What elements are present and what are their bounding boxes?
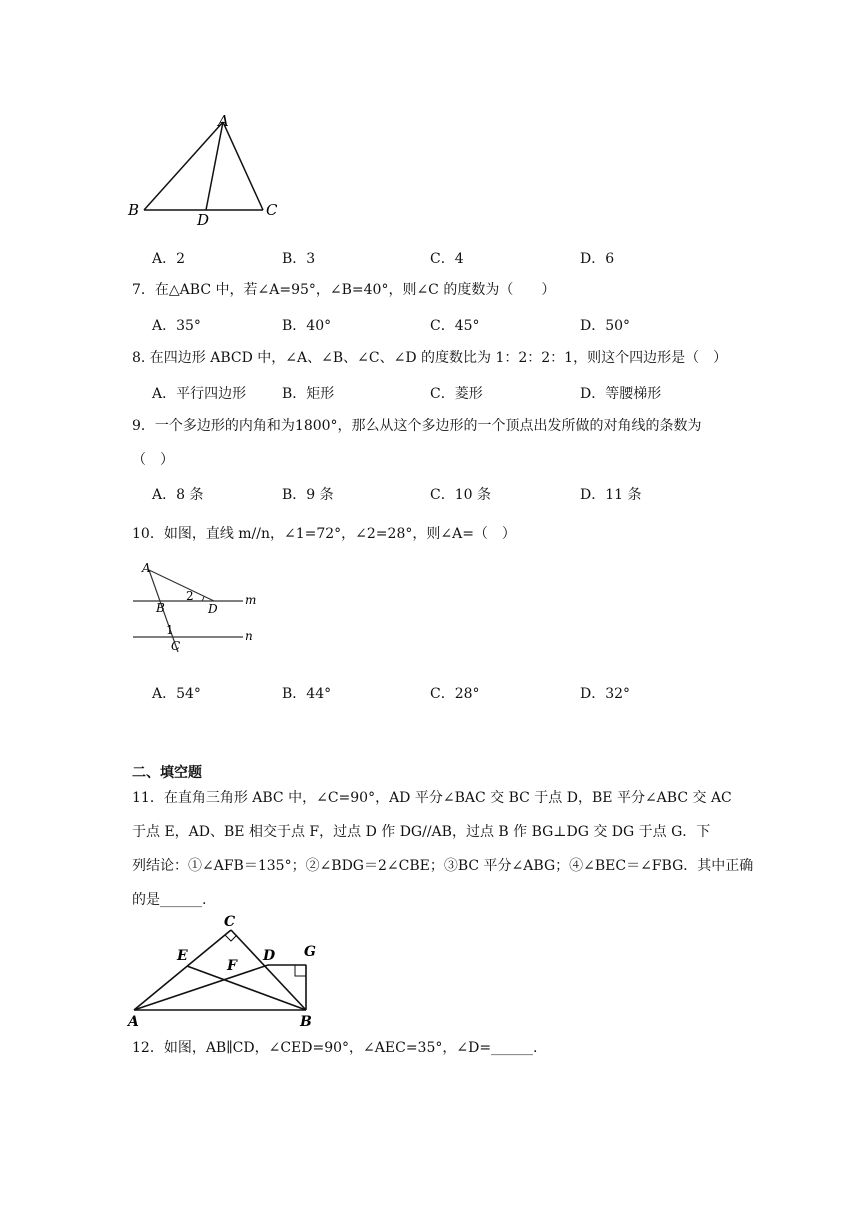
q9-option-b: B．9 条 bbox=[282, 487, 334, 503]
section-title-fill-in-blank: 二、填空题 bbox=[132, 765, 202, 781]
point-A-label: A bbox=[142, 561, 151, 575]
point-A-label: A bbox=[218, 112, 229, 130]
point-D-label: D bbox=[263, 948, 276, 964]
line-n-label: n bbox=[245, 629, 253, 643]
point-G-label: G bbox=[304, 944, 316, 960]
q9-option-d: D．11 条 bbox=[580, 487, 642, 503]
point-C-label: C bbox=[171, 639, 181, 653]
angle-1-label: 1 bbox=[166, 623, 174, 637]
point-C-label: C bbox=[266, 201, 278, 219]
q10-option-c: C．28° bbox=[430, 686, 480, 702]
q10-option-b: B．44° bbox=[282, 686, 332, 702]
q6-option-a: A．2 bbox=[152, 251, 186, 267]
question-7: 7．在△ABC 中，若∠A=95°，∠B=40°，则∠C 的度数为（ ） bbox=[132, 282, 556, 298]
question-9-line-2: （ ） bbox=[132, 452, 174, 468]
q9-option-c: C．10 条 bbox=[430, 487, 491, 503]
q8-option-a: A．平行四边形 bbox=[152, 386, 247, 402]
question-11-line-4: 的是______. bbox=[132, 892, 207, 908]
q6-option-d: D．6 bbox=[580, 251, 615, 267]
point-F-label: F bbox=[227, 958, 237, 974]
point-A-label: A bbox=[128, 1014, 139, 1030]
q10-parallel-lines-figure bbox=[128, 560, 268, 660]
q8-option-c: C．菱形 bbox=[430, 386, 483, 402]
question-12: 12．如图，AB∥CD，∠CED=90°，∠AEC=35°，∠D=______. bbox=[132, 1040, 538, 1056]
question-11-line-1: 11．在直角三角形 ABC 中，∠C=90°，AD 平分∠BAC 交 BC 于点 D，BE 平分∠ABC 交 AC bbox=[132, 790, 732, 806]
q6-option-b: B．3 bbox=[282, 251, 316, 267]
question-10: 10．如图，直线 m//n，∠1=72°，∠2=28°，则∠A=（ ） bbox=[132, 526, 516, 542]
q6-option-c: C．4 bbox=[430, 251, 464, 267]
q7-option-b: B．40° bbox=[282, 318, 332, 334]
point-C-label: C bbox=[224, 914, 236, 930]
q7-option-c: C．45° bbox=[430, 318, 480, 334]
q10-option-a: A．54° bbox=[152, 686, 201, 702]
question-8: 8. 在四边形 ABCD 中，∠A、∠B、∠C、∠D 的度数比为 1：2：2：1，则这个四边形是（ ） bbox=[132, 350, 728, 366]
point-B-label: B bbox=[156, 601, 165, 615]
q7-option-d: D．50° bbox=[580, 318, 631, 334]
q8-option-d: D．等腰梯形 bbox=[580, 386, 662, 402]
q11-right-triangle-figure bbox=[124, 912, 334, 1032]
line-m-label: m bbox=[245, 593, 257, 607]
point-B-label: B bbox=[128, 201, 140, 219]
question-9-line-1: 9．一个多边形的内角和为1800°，那么从这个多边形的一个顶点出发所做的对角线的条数为 bbox=[132, 418, 702, 434]
q8-option-b: B．矩形 bbox=[282, 386, 335, 402]
q6-triangle-figure bbox=[120, 108, 290, 228]
q9-option-a: A．8 条 bbox=[152, 487, 204, 503]
q7-option-a: A．35° bbox=[152, 318, 201, 334]
question-11-line-2: 于点 E，AD、BE 相交于点 F，过点 D 作 DG//AB，过点 B 作 BG⊥DG 交 DG 于点 G．下 bbox=[132, 824, 711, 840]
q10-option-d: D．32° bbox=[580, 686, 631, 702]
point-E-label: E bbox=[177, 948, 188, 964]
point-B-label: B bbox=[300, 1014, 312, 1030]
point-D-label: D bbox=[208, 602, 218, 616]
angle-2-label: 2 bbox=[186, 589, 194, 603]
question-11-line-3: 列结论：①∠AFB＝135°；②∠BDG＝2∠CBE；③BC 平分∠ABG；④∠BEC＝∠FBG．其中正确 bbox=[132, 858, 754, 874]
point-D-label: D bbox=[197, 211, 210, 228]
